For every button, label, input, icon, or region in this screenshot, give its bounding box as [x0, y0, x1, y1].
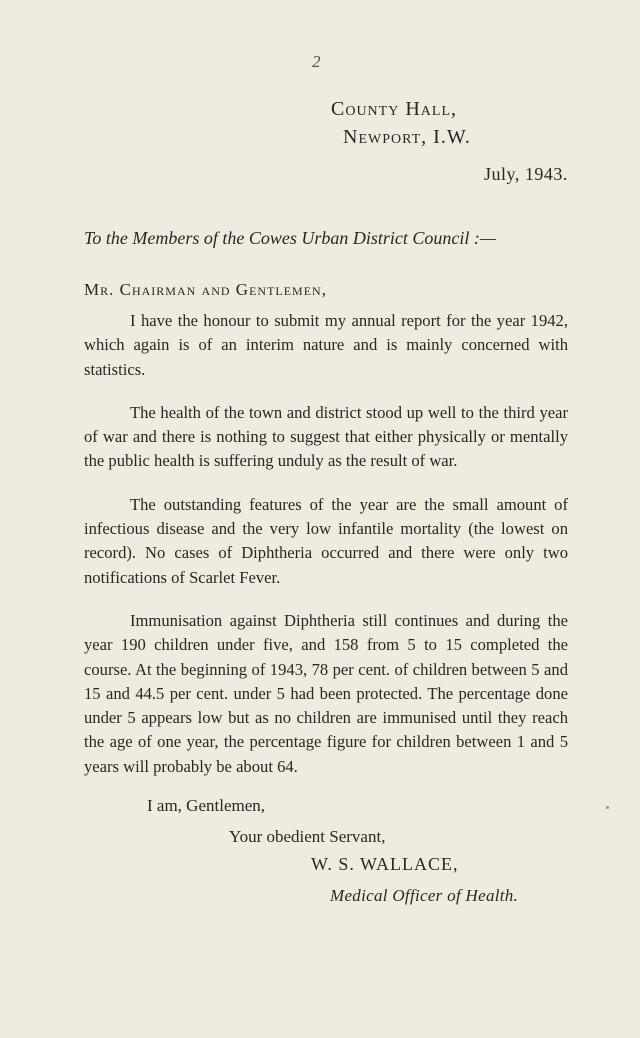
addressee-line: To the Members of the Cowes Urban District Council :— [84, 228, 496, 248]
letter-date: July, 1943. [484, 164, 568, 184]
letterhead-line-2: Newport, I.W. [343, 126, 471, 148]
paragraph-3: The outstanding features of the year are the small amount of infectious disease and the very low infantile mortality (the lowest on record). No cases of Diphtheria occurred and there were only two notifications of Scarlet Fever. [84, 494, 568, 587]
letterhead-line-1: County Hall, [331, 98, 457, 120]
paragraph-2: The health of the town and district stood up well to the third year of war and there is nothing to suggest that either physically or mentally the public health is suffering unduly as the result of war. [84, 402, 568, 471]
signature-name: W. S. WALLACE, [311, 854, 459, 874]
paragraph-1: I have the honour to submit my annual report for the year 1942, which again is of an interim nature and is mainly concerned with statistics. [84, 311, 568, 379]
paper-speck [606, 806, 609, 809]
signature-title: Medical Officer of Health. [330, 886, 519, 905]
closing-line-1: I am, Gentlemen, [147, 796, 266, 815]
closing-line-2: Your obedient Servant, [229, 827, 386, 846]
paragraph-4: Immunisation against Diphtheria still continues and during the year 190 children under five, and 158 from 5 to 15 completed the course. At the beginning of 1943, 78 per cent. of children between 5 and 15 and 44.5 per cent. under 5 had been protected. The percentage done under 5 appears low but as no children are immunised until they reach the age of one year, the percentage figure for children between 1 and 5 years will probably be about 64. [84, 610, 568, 776]
page-number: 2 [312, 52, 321, 71]
letter-body [84, 309, 568, 798]
salutation: Mr. Chairman and Gentlemen, [84, 280, 327, 299]
